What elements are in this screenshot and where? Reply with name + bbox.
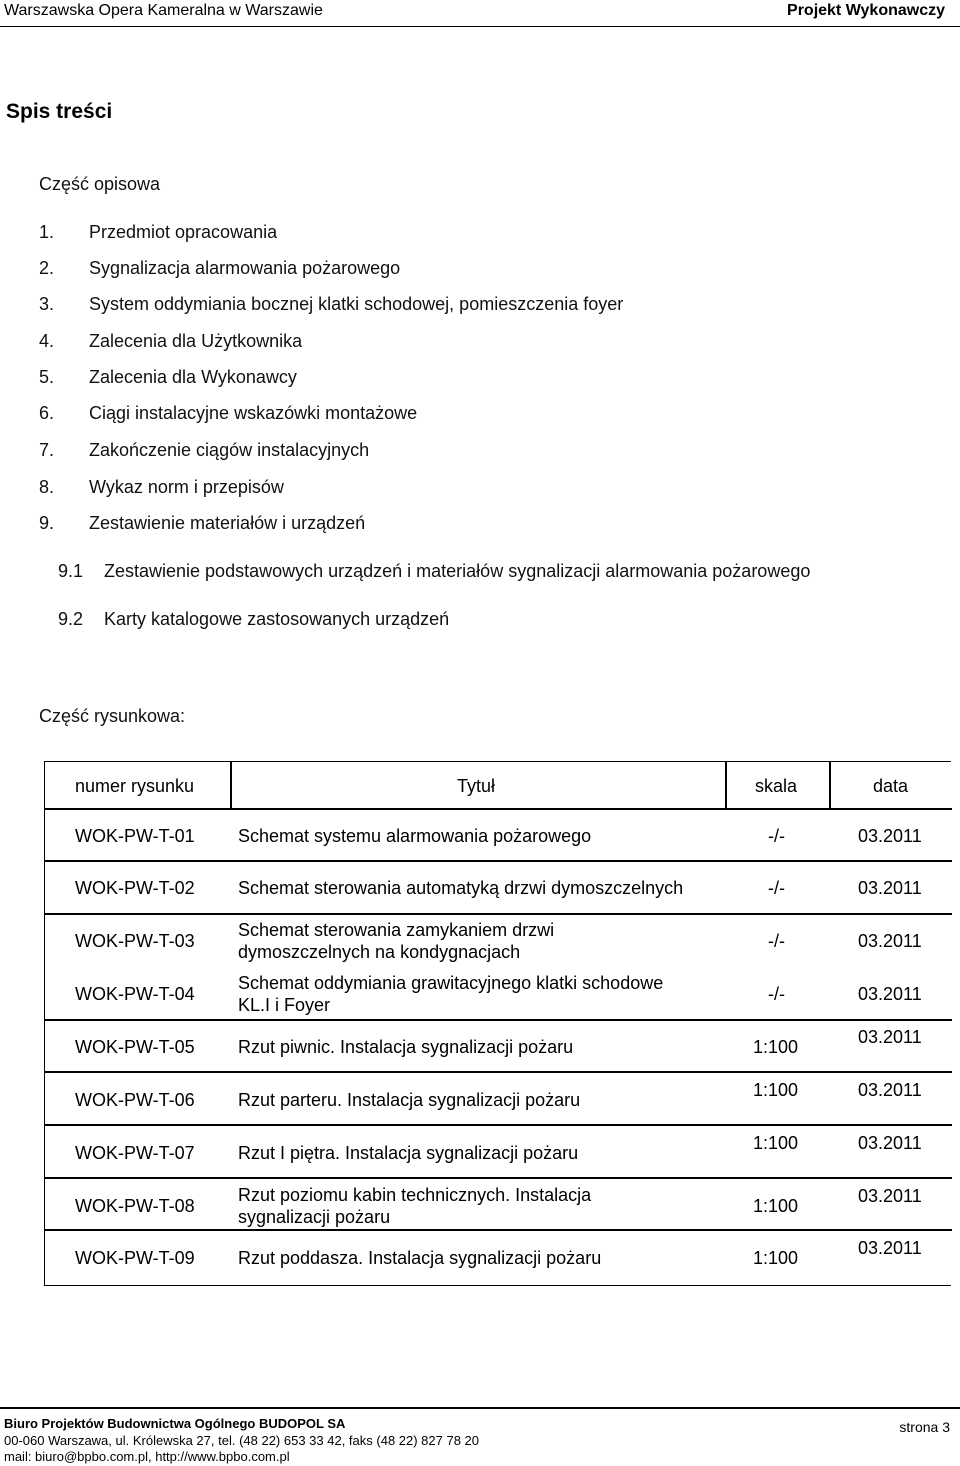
- drawing-number: WOK-PW-T-03: [75, 931, 195, 951]
- drawing-part-heading: Część rysunkowa:: [39, 706, 186, 726]
- descriptive-part-heading: Część opisowa: [39, 174, 161, 194]
- page-number: strona 3: [899, 1419, 950, 1435]
- drawing-scale: 1:100: [753, 1196, 799, 1216]
- toc-item-number: 9.: [39, 513, 55, 533]
- header-project-name: Warszawska Opera Kameralna w Warszawie: [4, 2, 323, 19]
- drawing-number: WOK-PW-T-01: [75, 826, 195, 846]
- toc-item-number: 7.: [39, 440, 55, 460]
- toc-item-label: Wykaz norm i przepisów: [89, 477, 284, 497]
- table-column-divider: [230, 762, 232, 808]
- toc-item-label: Ciągi instalacyjne wskazówki montażowe: [89, 403, 418, 423]
- drawing-title: Schemat sterowania automatyką drzwi dymoszczelnych: [238, 878, 684, 898]
- drawing-number: WOK-PW-T-07: [75, 1143, 195, 1163]
- drawing-number: WOK-PW-T-08: [75, 1196, 195, 1216]
- header-document-type: Projekt Wykonawczy: [787, 2, 945, 19]
- table-row-divider: [45, 1177, 952, 1179]
- table-row-divider: [45, 1019, 952, 1021]
- column-header-number: numer rysunku: [75, 776, 195, 796]
- drawing-scale: 1:100: [753, 1133, 799, 1153]
- drawing-title: Schemat systemu alarmowania pożarowego: [238, 826, 592, 846]
- drawing-title: Rzut poddasza. Instalacja sygnalizacji pożaru: [238, 1248, 602, 1268]
- toc-subitem-label: Karty katalogowe zastosowanych urządzeń: [104, 609, 450, 629]
- drawing-scale: 1:100: [753, 1080, 799, 1100]
- drawing-title: Schemat oddymiania grawitacyjnego klatki schodowe: [238, 973, 664, 993]
- toc-item-label: Sygnalizacja alarmowania pożarowego: [89, 258, 401, 278]
- drawing-date: 03.2011: [858, 931, 922, 951]
- toc-item-number: 1.: [39, 222, 55, 242]
- toc-item-number: 4.: [39, 331, 55, 351]
- drawing-scale: 1:100: [753, 1037, 799, 1057]
- toc-item-label: Zestawienie materiałów i urządzeń: [89, 513, 366, 533]
- drawing-date: 03.2011: [858, 1238, 922, 1258]
- drawing-number: WOK-PW-T-05: [75, 1037, 195, 1057]
- table-row-divider: [45, 1229, 952, 1231]
- toc-title: Spis treści: [6, 100, 113, 123]
- table-row-divider: [45, 1124, 952, 1126]
- toc-item-number: 2.: [39, 258, 55, 278]
- toc-item-number: 3.: [39, 294, 55, 314]
- drawing-title-continued: sygnalizacji pożaru: [238, 1207, 391, 1227]
- drawing-number: WOK-PW-T-04: [75, 984, 195, 1004]
- toc-item-number: 5.: [39, 367, 55, 387]
- toc-item-label: Zalecenia dla Użytkownika: [89, 331, 303, 351]
- drawing-title-continued: dymoszczelnych na kondygnacjach: [238, 942, 521, 962]
- column-header-date: data: [873, 776, 909, 796]
- drawing-scale: -/-: [768, 984, 785, 1004]
- drawing-date: 03.2011: [858, 1133, 922, 1153]
- footer-address: 00-060 Warszawa, ul. Królewska 27, tel. (48 22) 653 33 42, faks (48 22) 827 78 20: [4, 1433, 480, 1448]
- table-row-divider: [45, 808, 952, 810]
- drawing-number: WOK-PW-T-02: [75, 878, 195, 898]
- drawing-date: 03.2011: [858, 1186, 922, 1206]
- table-column-divider: [829, 762, 831, 808]
- footer-divider: [0, 1407, 960, 1409]
- drawing-number: WOK-PW-T-09: [75, 1248, 195, 1268]
- drawing-title: Schemat sterowania zamykaniem drzwi: [238, 920, 555, 940]
- toc-item-label: System oddymiania bocznej klatki schodowej, pomieszczenia foyer: [89, 294, 624, 314]
- table-column-divider: [725, 762, 727, 808]
- drawing-number: WOK-PW-T-06: [75, 1090, 195, 1110]
- drawing-title: Rzut parteru. Instalacja sygnalizacji pożaru: [238, 1090, 581, 1110]
- drawing-scale: 1:100: [753, 1248, 799, 1268]
- toc-item-label: Zakończenie ciągów instalacyjnych: [89, 440, 370, 460]
- toc-item-number: 8.: [39, 477, 55, 497]
- toc-subitem-label: Zestawienie podstawowych urządzeń i materiałów sygnalizacji alarmowania pożarowego: [104, 561, 811, 581]
- drawing-title: Rzut I piętra. Instalacja sygnalizacji pożaru: [238, 1143, 579, 1163]
- table-row-divider: [45, 860, 952, 862]
- drawing-title: Rzut poziomu kabin technicznych. Instalacja: [238, 1185, 592, 1205]
- toc-item-label: Przedmiot opracowania: [89, 222, 278, 242]
- toc-item-number: 6.: [39, 403, 55, 423]
- toc-subitem-number: 9.1: [58, 561, 84, 581]
- drawing-scale: -/-: [768, 878, 785, 898]
- drawing-title-continued: KL.I i Foyer: [238, 995, 331, 1015]
- toc-item-label: Zalecenia dla Wykonawcy: [89, 367, 297, 387]
- column-header-title: Tytuł: [457, 776, 496, 796]
- drawing-scale: -/-: [768, 931, 785, 951]
- drawing-scale: -/-: [768, 826, 785, 846]
- drawing-date: 03.2011: [858, 984, 922, 1004]
- table-row-divider: [45, 1071, 952, 1073]
- drawings-table: [44, 761, 951, 1286]
- header-divider: [0, 26, 960, 27]
- drawing-title: Rzut piwnic. Instalacja sygnalizacji pożaru: [238, 1037, 574, 1057]
- toc-subitem-number: 9.2: [58, 609, 84, 629]
- drawing-date: 03.2011: [858, 878, 922, 898]
- drawing-date: 03.2011: [858, 1080, 922, 1100]
- drawing-date: 03.2011: [858, 1027, 922, 1047]
- drawing-date: 03.2011: [858, 826, 922, 846]
- footer-contact: mail: biuro@bpbo.com.pl, http://www.bpbo.com.pl: [4, 1449, 290, 1464]
- table-row-divider: [45, 913, 952, 915]
- column-header-scale: skala: [755, 776, 798, 796]
- footer-company: Biuro Projektów Budownictwa Ogólnego BUDOPOL SA: [4, 1416, 346, 1431]
